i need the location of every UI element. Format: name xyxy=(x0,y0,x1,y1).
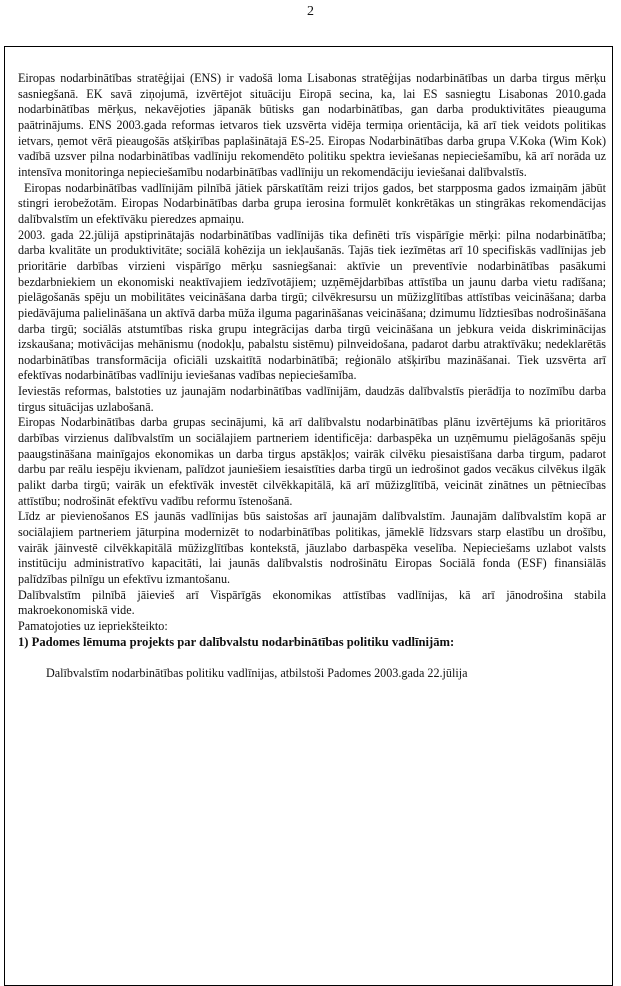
paragraph-guidelines-review: Eiropas nodarbinātības vadlīnijām pilnībā jātiek pārskatītām reizi trijos gados, bet starpposma gados izmaiņām jābūt stingri ierobežotām. Eiropas Nodarbinātības darba grupa ierosina formulēt konkrētākas un stingrākas rekomendācijas dalībvalstīm un efektīvāku pieredzes apmaiņu. xyxy=(18,180,606,226)
paragraph-based-on: Pamatojoties uz iepriekšteikto: xyxy=(18,618,168,633)
page-number: 2 xyxy=(307,4,314,19)
paragraph-accession: Līdz ar pievienošanos ES jaunās vadlīnijas būs saistošas arī jaunajām dalībvalstīm. Jaunajām dalībvalstīm kopā ar sociālajiem partneriem jāturpina modernizēt to nodarbinātības politikas, jāmeklē līdzsvars starp elastību un drošību, vairāk jāinvestē cilvēkkapitālā mūžizglītības kontekstā, jāuzlabo darbaspēka veselība. Nepieciešams uzlabot valsts institūciju administratīvo kapacitāti, lai jaunās dalībvalstis nodrošinātu Eiropas Sociālā fonda (ESF) finansiālās palīdzības pilnīgu un efektīvu izmantošanu. xyxy=(18,509,606,586)
section-heading: 1) Padomes lēmuma projekts par dalībvalstu nodarbinātības politiku vadlīnijām: xyxy=(18,634,455,649)
paragraph-economic-guidelines: Dalībvalstīm pilnībā jāievieš arī Vispārīgās ekonomikas attīstības vadlīnijas, kā arī jānodrošina stabila makroekonomiskā vide. xyxy=(18,587,606,618)
document-body xyxy=(18,71,606,682)
paragraph-last-line: Dalībvalstīm nodarbinātības politiku vadlīnijas, atbilstoši Padomes 2003.gada 22.jūlija xyxy=(46,666,468,681)
paragraph-2003-guidelines: 2003. gada 22.jūlijā apstiprinātajās nodarbinātības vadlīnijās tika definēti trīs vispārīgie mērķi: pilna nodarbinātība; darba kvalitāte un produktivitāte; sociālā kohēzija un iekļaušanās. Tajās tiek iezīmētas arī 10 specifiskās vadlīnijas jeb prioritārie darbības virzieni vispārīgo mērķu sasniegšanai: aktīvie un preventīvie nodarbinātības pasākumi bezdarbniekiem un ekonomiski neaktīvajiem iedzīvotājiem; uzņēmējdarbības attīstība un jaunu darba vietu radīšana; pielāgošanās spēju un mobilitātes veicināšana darba tirgū; cilvēkresursu un mūžizglītības attīstības veicināšana; darba piedāvājuma palielināšana un aktīvā darba mūža ilguma pagarināšanas veicināšana; dzimumu līdztiesības nodrošināšana darba tirgū; sociālās atstumtības riska grupu integrācijas darba tirgū veicināšana un jebkura veida diskriminācijas izskaušana; motivācijas mehānismu (nodokļu, pabalstu sistēmu) pilnveidošana, padarot darbu atraktīvāku; nedeklarētās nodarbinātības transformācija oficiāli uzskaitītā nodarbinātībā; reģionālo atšķirību mazināšanai. Tiek uzsvērta arī efektīvas nodarbinātības vadlīniju ieviešanas vadības nepieciešamība. xyxy=(18,227,606,383)
paragraph-ens-intro: Eiropas nodarbinātības stratēģijai (ENS) ir vadošā loma Lisabonas stratēģijas nodarbinātības un darba tirgus mērķu sasniegšanā. EK savā ziņojumā, izvērtējot situāciju Eiropā secina, ka, lai ES sasniegtu Lisabonas 2010.gada nodarbinātības mērķus, nekavējoties jāpanāk būtisks gan nodarbinātības, gan darba produktivitātes pieauguma paātrinājums. ENS 2003.gada reformas ietvaros tiek uzsvērta vidēja termiņa orientācija, kā arī tiek veidots politikas ietvars, ņemot vērā pieaugošās atšķirības paplašinātajā ES-25. Eiropas Nodarbinātības darba grupa V.Koka (Wim Kok) vadībā uzsver pilna nodarbinātības vadlīniju rekomendēto politiku spektra ieviešanas nepieciešamību, kā arī norāda uz intensīva monitoringa nepieciešamību nodarbinātības vadlīniju un rekomendāciju ieviešanai dalībvalstīs. xyxy=(18,71,606,179)
paragraph-reforms: Ieviestās reformas, balstoties uz jaunajām nodarbinātības vadlīnijām, daudzās dalībvalstīs pierādīja to nozīmību darba tirgus situācijas uzlabošanā. xyxy=(18,384,606,414)
paragraph-priorities: Eiropas Nodarbinātības darba grupas secinājumi, kā arī dalībvalstu nodarbinātības plānu izvērtējums kā prioritāros darbības virzienus dalībvalstīm un sociālajiem partneriem identificēja: darbaspēka un uzņēmumu pielāgošanās spēju paaugstināšana mainīgajos ekonomikas un darba tirgus apstākļos; vairāk cilvēku piesaistīšana darba tirgum, padarot darbu par reālu iespēju ikvienam, palīdzot jauniešiem iesaistīties darba tirgū un iedrošinot gados vecākus cilvēkus ilgāk palikt darba tirgū; vairāk un efektīvāk investēt cilvēkkapitālā, kā arī mūžizglītībā, veicināt zinātnes un pētniecības attīstību; nodrošināt efektīvu vadību reformu īstenošanā. xyxy=(18,415,606,508)
